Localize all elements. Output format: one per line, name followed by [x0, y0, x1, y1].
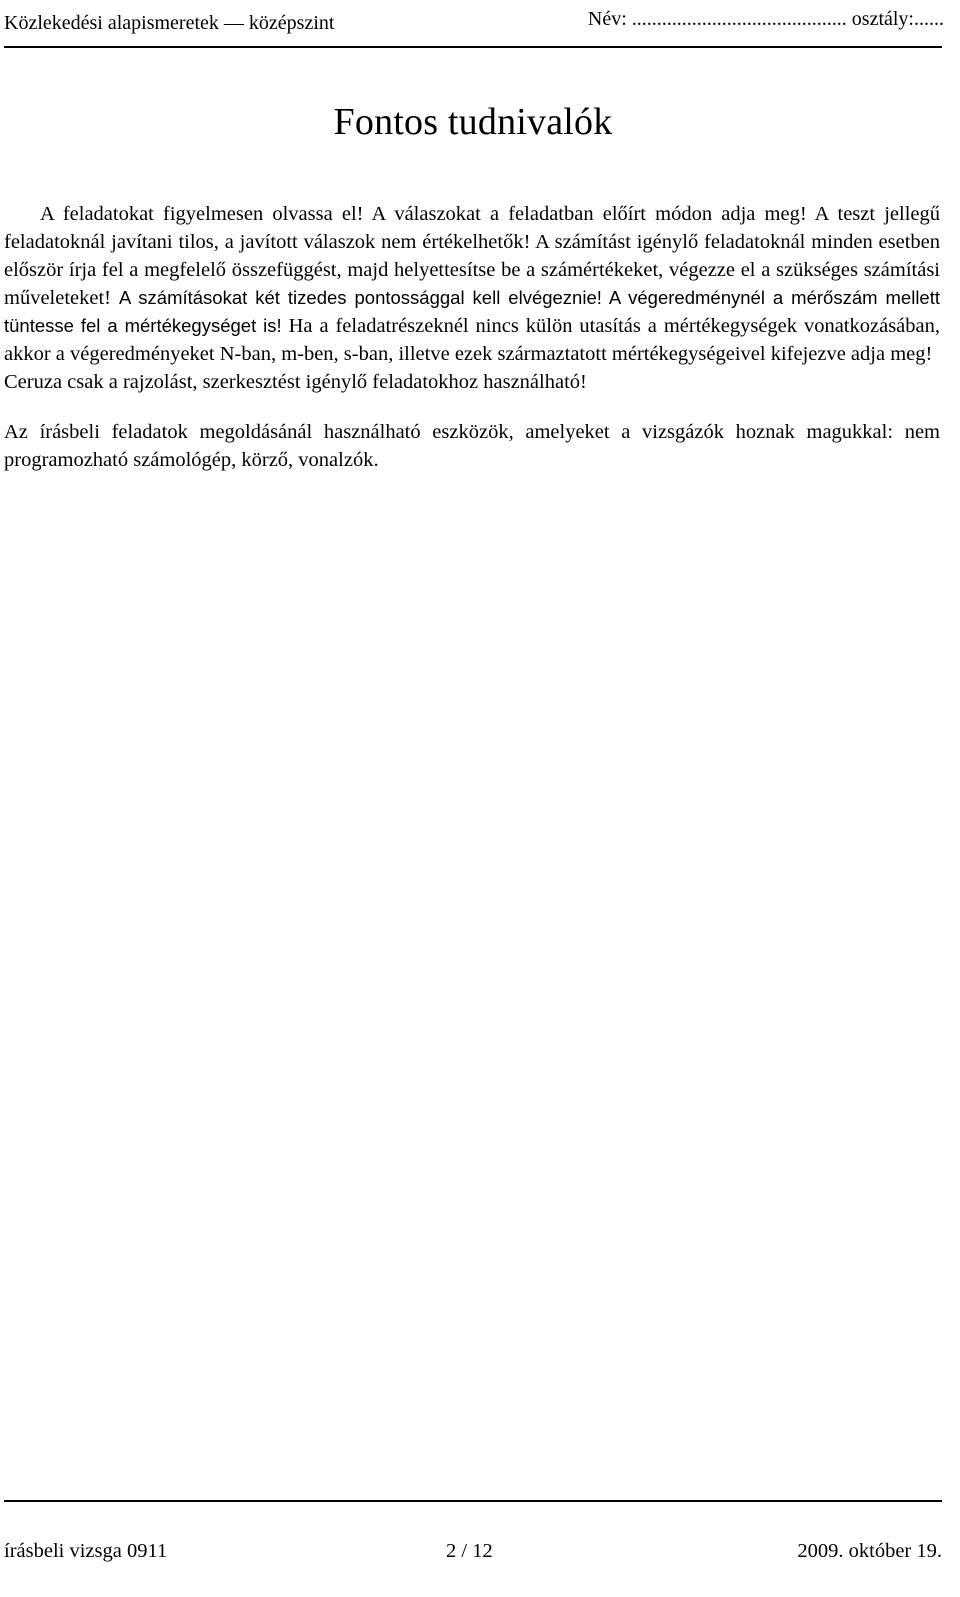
- footer-date: 2009. október 19.: [797, 1540, 942, 1562]
- instructions-paragraph-2: Ceruza csak a rajzolást, szerkesztést igénylő feladatokhoz használható!: [4, 371, 587, 393]
- paragraph-gap: [4, 396, 940, 418]
- footer-exam: írásbeli vizsga 0911: [4, 1540, 168, 1562]
- footer-rule: [4, 1500, 942, 1502]
- instructions-paragraph-3: Az írásbeli feladatok megoldásánál használható eszközök, amelyeket a vizsgázók hoznak magukkal: nem programozható számológép, körző, vonalzók.: [4, 421, 940, 471]
- instructions-text-1-tail: Ha a feladatrészeknél nincs külön utasítás a mértékegységek vonatkozásában, akkor a végeredményeket N-ban, m-ben, s-ban, illetve ezek származtatott mértékegységeivel kifejezve adja meg!: [4, 315, 941, 365]
- header-subject: Közlekedési alapismeretek — középszint: [4, 12, 335, 34]
- footer-page-number: 2 / 12: [446, 1540, 493, 1562]
- page-header: [4, 6, 944, 42]
- header-name-class-field: Név: ........................................... osztály:......: [587, 8, 944, 30]
- instructions-paragraph-1: [4, 200, 940, 368]
- header-rule: [4, 46, 942, 48]
- instructions-text-1-sans: A számításokat két tizedes pontossággal kell elvégeznie! A végeredménynél a mérőszám mellett tüntesse fel a mértékegységet is!: [4, 287, 940, 336]
- page-title-text: Fontos tudnivalók: [333, 101, 613, 143]
- page-title: [0, 100, 946, 144]
- instructions-body: [4, 200, 940, 474]
- instructions-text-1: A feladatokat figyelmesen olvassa el! A válaszokat a feladatban előírt módon adja meg! A teszt jellegű feladatoknál javítani tilos, a javított válaszok nem értékelhetők! A számítást igénylő feladatoknál minden esetben először írja fel a megfelelő összefüggést, majd helyettesítse be a számértékeket, végezze el a szükséges számítási műveleteket!: [4, 203, 940, 309]
